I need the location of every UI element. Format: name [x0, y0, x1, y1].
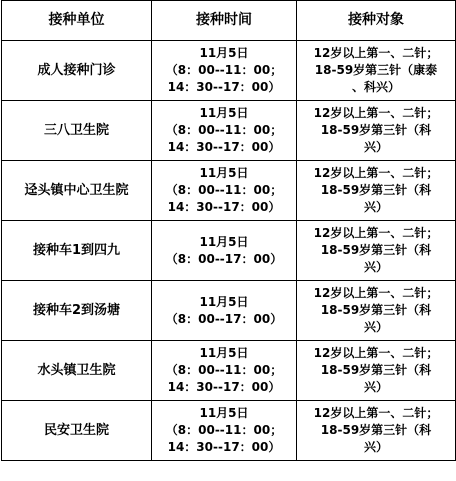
target-cell: [297, 341, 456, 401]
time-line: 11月5日: [199, 46, 249, 60]
target-line: 兴）: [363, 260, 388, 274]
table-row: [2, 101, 456, 161]
time-line: 11月5日: [199, 234, 249, 249]
target-line: 兴）: [363, 320, 388, 334]
time-line: 11月5日: [199, 166, 249, 180]
target-line: 兴）: [363, 140, 388, 154]
target-line: 12岁以上第一、二针；: [313, 106, 439, 120]
site-cell: 成人接种门诊: [2, 41, 152, 101]
target-line: 兴）: [363, 440, 388, 454]
table-row: [2, 341, 456, 401]
site-cell: 接种车2到汤塘: [2, 281, 152, 341]
site-cell: 三八卫生院: [2, 101, 152, 161]
table-body: [2, 41, 456, 461]
time-line: （8：00--11：00；: [165, 363, 283, 377]
target-line: 18-59岁第三针（科: [320, 243, 432, 257]
target-cell: [297, 281, 456, 341]
target-cell: [297, 41, 456, 101]
target-line: 18-59岁第三针（科: [320, 183, 432, 197]
site-cell: 接种车1到四九: [2, 221, 152, 281]
target-line: 、科兴）: [351, 80, 400, 94]
time-line: 14：30--17：00）: [167, 80, 281, 94]
time-cell: [152, 161, 297, 221]
target-line: 12岁以上第一、二针；: [313, 286, 439, 300]
table-row: [2, 281, 456, 341]
time-cell: [152, 101, 297, 161]
vaccination-schedule-table: [1, 0, 456, 461]
header-time: 接种时间: [152, 1, 297, 41]
header-row: [2, 1, 456, 41]
target-cell: [297, 101, 456, 161]
time-line: 14：30--17：00）: [167, 200, 281, 214]
time-cell: [152, 341, 297, 401]
target-line: 兴）: [363, 200, 388, 214]
header-site: 接种单位: [2, 1, 152, 41]
table-row: [2, 221, 456, 281]
time-line: 14：30--17：00）: [167, 140, 281, 154]
site-cell: 民安卫生院: [2, 401, 152, 461]
target-line: 18-59岁第三针（科: [320, 123, 432, 137]
time-line: （8：00--11：00；: [165, 423, 283, 437]
table-row: [2, 41, 456, 101]
target-line: 12岁以上第一、二针；: [313, 166, 439, 180]
time-line: （8：00--11：00；: [165, 183, 283, 197]
target-line: 12岁以上第一、二针；: [313, 46, 439, 60]
time-line: 14：30--17：00）: [167, 380, 281, 394]
time-line: 11月5日: [199, 406, 249, 420]
target-line: 18-59岁第三针（康泰: [314, 63, 438, 77]
target-line: 18-59岁第三针（科: [320, 423, 432, 437]
target-cell: [297, 401, 456, 461]
target-line: 18-59岁第三针（科: [320, 303, 432, 317]
target-line: 12岁以上第一、二针；: [313, 406, 439, 420]
site-cell: 水头镇卫生院: [2, 341, 152, 401]
target-line: 18-59岁第三针（科: [320, 363, 432, 377]
table-row: [2, 401, 456, 461]
time-cell: [152, 41, 297, 101]
target-line: 12岁以上第一、二针；: [313, 346, 439, 360]
target-line: 兴）: [363, 380, 388, 394]
time-line: 11月5日: [199, 106, 249, 120]
target-cell: [297, 221, 456, 281]
table-row: [2, 161, 456, 221]
site-cell: 迳头镇中心卫生院: [2, 161, 152, 221]
time-cell: [152, 401, 297, 461]
time-line: （8：00--17：00）: [165, 251, 283, 266]
time-cell: [152, 281, 297, 341]
time-line: 14：30--17：00）: [167, 440, 281, 454]
time-line: （8：00--11：00；: [165, 123, 283, 137]
target-line: 12岁以上第一、二针；: [313, 226, 439, 240]
header-target: 接种对象: [297, 1, 456, 41]
time-line: 11月5日: [199, 294, 249, 309]
time-line: （8：00--11：00；: [165, 63, 283, 77]
target-cell: [297, 161, 456, 221]
time-line: （8：00--17：00）: [165, 311, 283, 326]
time-line: 11月5日: [199, 346, 249, 360]
time-cell: [152, 221, 297, 281]
